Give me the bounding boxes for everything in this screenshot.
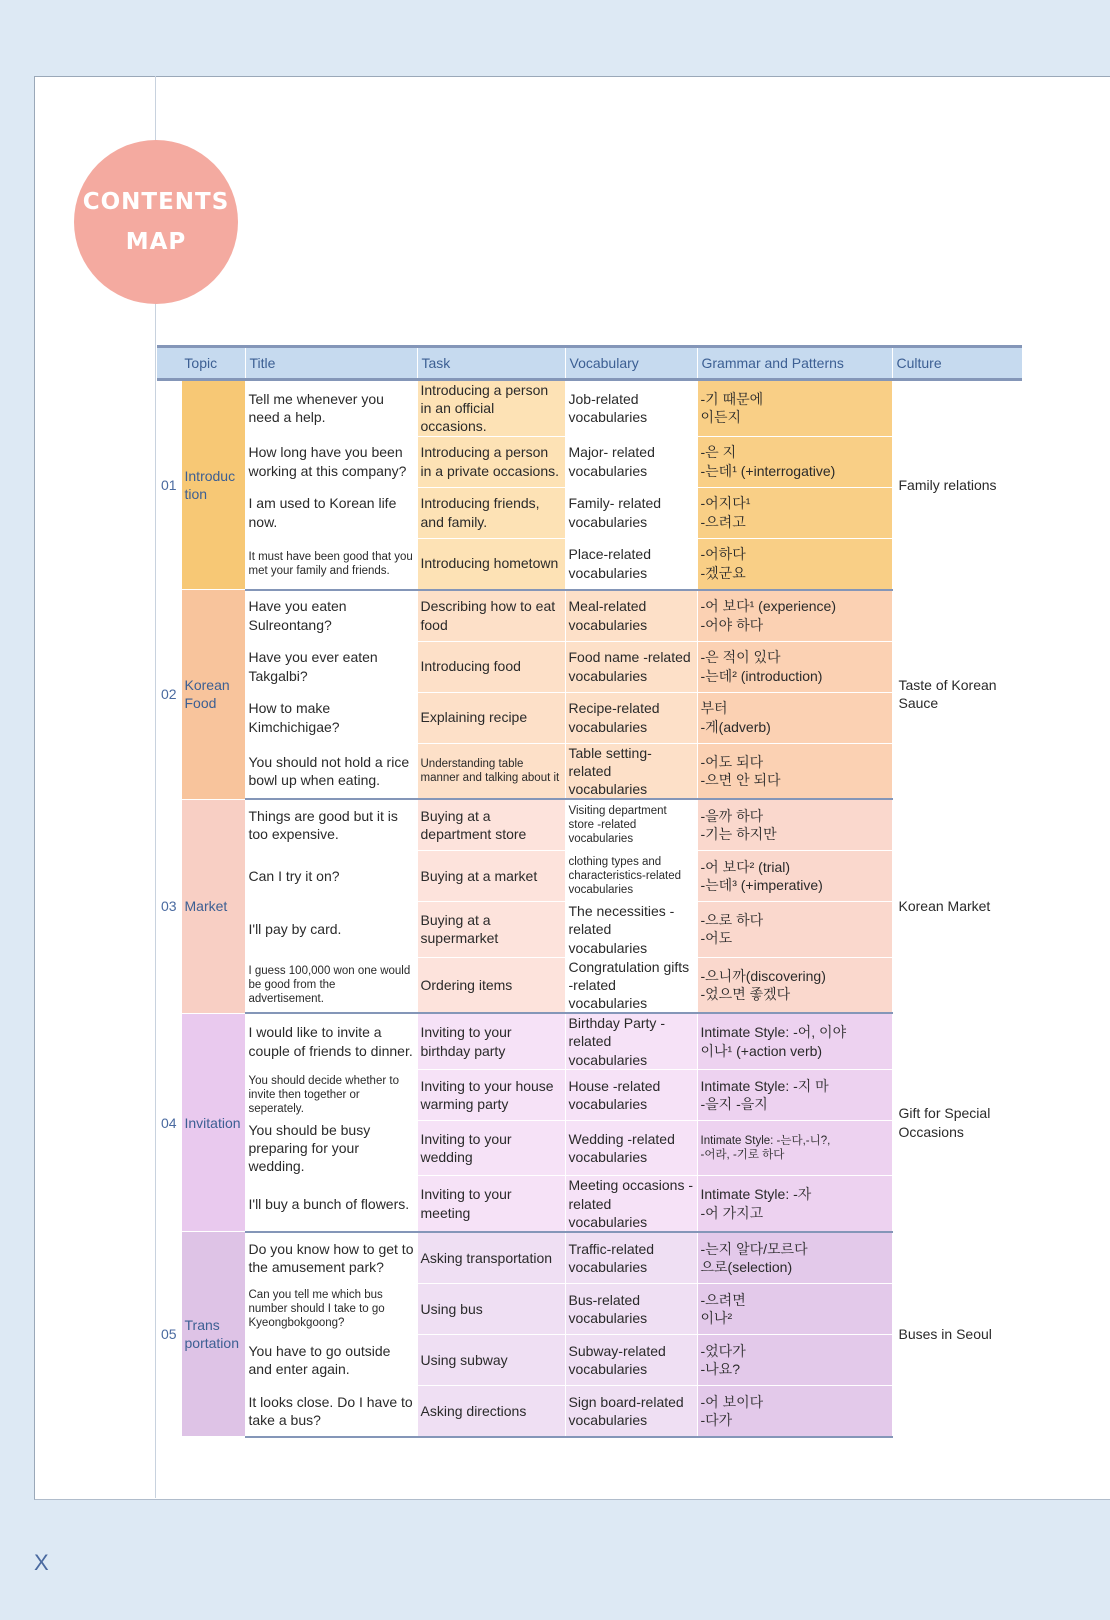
grammar-cell [697,436,892,487]
title-cell: Have you ever eaten Takgalbi? [245,641,417,692]
grammar-line: -어지다¹ [700,495,751,512]
task-cell: Introducing friends, and family. [417,487,565,538]
title-cell: I'll pay by card. [245,902,417,958]
title-cell: How long have you been working at this company? [245,436,417,487]
topic-name: Market [181,799,245,1013]
grammar-line: -으면 안 되다 [700,771,781,788]
task-cell: Explaining recipe [417,692,565,743]
task-cell: Inviting to your birthday party [417,1013,565,1069]
title-cell: Have you eaten Sulreontang? [245,590,417,642]
grammar-line: -기는 하지만 [700,826,777,843]
grammar-line: -어 보다¹ (experience) [700,598,836,615]
grammar-line: 으로(selection) [700,1258,793,1275]
grammar-cell [697,692,892,743]
vocab-cell: Recipe-related vocabularies [565,692,697,743]
task-cell: Buying at a market [417,851,565,902]
topic-name: Korean Food [181,590,245,800]
grammar-line: -어하다 [700,546,746,563]
grammar-line: -을까 하다 [700,807,764,824]
grammar-cell [697,1013,892,1069]
topic-name: Invitation [181,1013,245,1232]
grammar-line: -겠군요 [700,564,746,581]
title-cell: You should decide whether to invite then together or seperately. [245,1069,417,1120]
topic-name: Trans portation [181,1232,245,1437]
task-cell: Introducing food [417,641,565,692]
title-cell: I guess 100,000 won one would be good from the advertisement. [245,957,417,1013]
culture-cell: Buses in Seoul [892,1232,1022,1437]
grammar-line: -어도 되다 [700,753,764,770]
culture-cell: Korean Market [892,799,1022,1013]
grammar-line: -나요? [700,1360,740,1377]
grammar-cell [697,902,892,958]
grammar-line: -으니까(discovering) [700,967,826,984]
grammar-line: -어야 하다 [700,616,764,633]
grammar-cell [697,1069,892,1120]
vocab-cell: Family- related vocabularies [565,487,697,538]
title-cell: You have to go outside and enter again. [245,1334,417,1385]
badge-line2: MAP [125,229,187,255]
grammar-line: 이든지 [700,409,742,426]
header-task: Task [417,347,565,380]
title-cell: How to make Kimchichigae? [245,692,417,743]
vocab-cell: clothing types and characteristics-related vocabularies [565,851,697,902]
grammar-cell [697,1385,892,1437]
grammar-line: Intimate Style: -어, 이야 [700,1024,847,1041]
topic-number: 04 [157,1013,181,1232]
table-row [157,590,1022,642]
vocab-cell: Bus-related vocabularies [565,1283,697,1334]
grammar-cell [697,1232,892,1284]
grammar-cell [697,1283,892,1334]
culture-cell: Taste of Korean Sauce [892,590,1022,800]
header-vocabulary: Vocabulary [565,347,697,380]
grammar-line: 이나² [700,1309,733,1326]
vocab-cell: Job-related vocabularies [565,380,697,437]
task-cell: Asking directions [417,1385,565,1437]
grammar-line: 부터 [700,700,728,717]
topic-number: 01 [157,380,181,590]
grammar-line: -으로 하다 [700,912,764,929]
title-cell: Can you tell me which bus number should I take to go Kyeongbokgoong? [245,1283,417,1334]
title-cell: I'll buy a bunch of flowers. [245,1176,417,1232]
grammar-line: -다가 [700,1411,733,1428]
title-cell: Things are good but it is too expensive. [245,799,417,851]
grammar-line: Intimate Style: -는다,-니?, [700,1135,831,1148]
vocab-cell: Major- related vocabularies [565,436,697,487]
header-culture: Culture [892,347,1022,380]
grammar-line: Intimate Style: -지 마 [700,1077,829,1094]
vocab-cell: Traffic-related vocabularies [565,1232,697,1284]
grammar-cell [697,1120,892,1176]
task-cell: Describing how to eat food [417,590,565,642]
header-topic: Topic [157,347,245,380]
vocab-cell: Food name -related vocabularies [565,641,697,692]
task-cell: Introducing a person in an official occasions. [417,380,565,437]
grammar-line: -어 보다² (trial) [700,858,791,875]
grammar-line: -어 보이다 [700,1393,764,1410]
vocab-cell: Meal-related vocabularies [565,590,697,642]
grammar-line: -기 때문에 [700,391,764,408]
topic-name: Introduc tion [181,380,245,590]
grammar-cell [697,957,892,1013]
vocab-cell: Table setting-related vocabularies [565,743,697,799]
vocab-cell: Birthday Party -related vocabularies [565,1013,697,1069]
grammar-line: -었으면 좋겠다 [700,985,791,1002]
grammar-line: -는데³ (+imperative) [700,877,823,894]
vocab-cell: Visiting department store -related vocabularies [565,799,697,851]
task-cell: Using subway [417,1334,565,1385]
grammar-line: -어라, -기로 하다 [700,1149,785,1162]
title-cell: You should be busy preparing for your wedding. [245,1120,417,1176]
vocab-cell: Subway-related vocabularies [565,1334,697,1385]
grammar-cell [697,851,892,902]
table-row [157,380,1022,437]
vocab-cell: Congratulation gifts -related vocabularies [565,957,697,1013]
topic-number: 02 [157,590,181,800]
task-cell: Introducing a person in a private occasions. [417,436,565,487]
grammar-line: 이나¹ (+action verb) [700,1042,823,1059]
contents-table [157,345,1022,1438]
task-cell: Asking transportation [417,1232,565,1284]
grammar-cell [697,380,892,437]
title-cell: I am used to Korean life now. [245,487,417,538]
grammar-cell [697,538,892,590]
grammar-line: -어도 [700,930,733,947]
task-cell: Ordering items [417,957,565,1013]
task-cell: Buying at a department store [417,799,565,851]
title-cell: Can I try it on? [245,851,417,902]
task-cell: Inviting to your wedding [417,1120,565,1176]
grammar-line: -는지 알다/모르다 [700,1240,808,1257]
title-cell: Tell me whenever you need a help. [245,380,417,437]
table-header [157,347,1022,380]
grammar-cell [697,487,892,538]
grammar-line: -을지 -을지 [700,1095,768,1112]
grammar-line: Intimate Style: -자 [700,1186,812,1203]
grammar-cell [697,1334,892,1385]
task-cell: Using bus [417,1283,565,1334]
table-row [157,1013,1022,1069]
grammar-line: -는데² (introduction) [700,667,823,684]
grammar-line: -은 지 [700,444,737,461]
vocab-cell: House -related vocabularies [565,1069,697,1120]
grammar-line: -게(adverb) [700,718,771,735]
header-grammar: Grammar and Patterns [697,347,892,380]
topic-number: 05 [157,1232,181,1437]
contents-map-badge [74,140,238,304]
header-title: Title [245,347,417,380]
vocab-cell: Sign board-related vocabularies [565,1385,697,1437]
title-cell: I would like to invite a couple of friends to dinner. [245,1013,417,1069]
task-cell: Inviting to your house warming party [417,1069,565,1120]
grammar-cell [697,590,892,642]
title-cell: You should not hold a rice bowl up when eating. [245,743,417,799]
task-cell: Understanding table manner and talking about it [417,743,565,799]
table-row [157,799,1022,851]
task-cell: Buying at a supermarket [417,902,565,958]
page-number: X [34,1550,49,1575]
grammar-cell [697,1176,892,1232]
grammar-line: -어 가지고 [700,1204,764,1221]
culture-cell: Gift for Special Occasions [892,1013,1022,1232]
grammar-line: -었다가 [700,1342,746,1359]
task-cell: Inviting to your meeting [417,1176,565,1232]
vocab-cell: Meeting occasions -related vocabularies [565,1176,697,1232]
grammar-cell [697,743,892,799]
badge-line1: CONTENTS [82,189,230,215]
table-row [157,1232,1022,1284]
title-cell: It looks close. Do I have to take a bus? [245,1385,417,1437]
title-cell: Do you know how to get to the amusement park? [245,1232,417,1284]
topic-number: 03 [157,799,181,1013]
culture-cell: Family relations [892,380,1022,590]
grammar-cell [697,641,892,692]
grammar-line: -으려면 [700,1291,746,1308]
grammar-cell [697,799,892,851]
grammar-line: -으려고 [700,513,746,530]
grammar-line: -는데¹ (+interrogative) [700,462,836,479]
vocab-cell: Wedding -related vocabularies [565,1120,697,1176]
title-cell: It must have been good that you met your family and friends. [245,538,417,590]
vocab-cell: The necessities -related vocabularies [565,902,697,958]
task-cell: Introducing hometown [417,538,565,590]
grammar-line: -은 적이 있다 [700,649,781,666]
vocab-cell: Place-related vocabularies [565,538,697,590]
